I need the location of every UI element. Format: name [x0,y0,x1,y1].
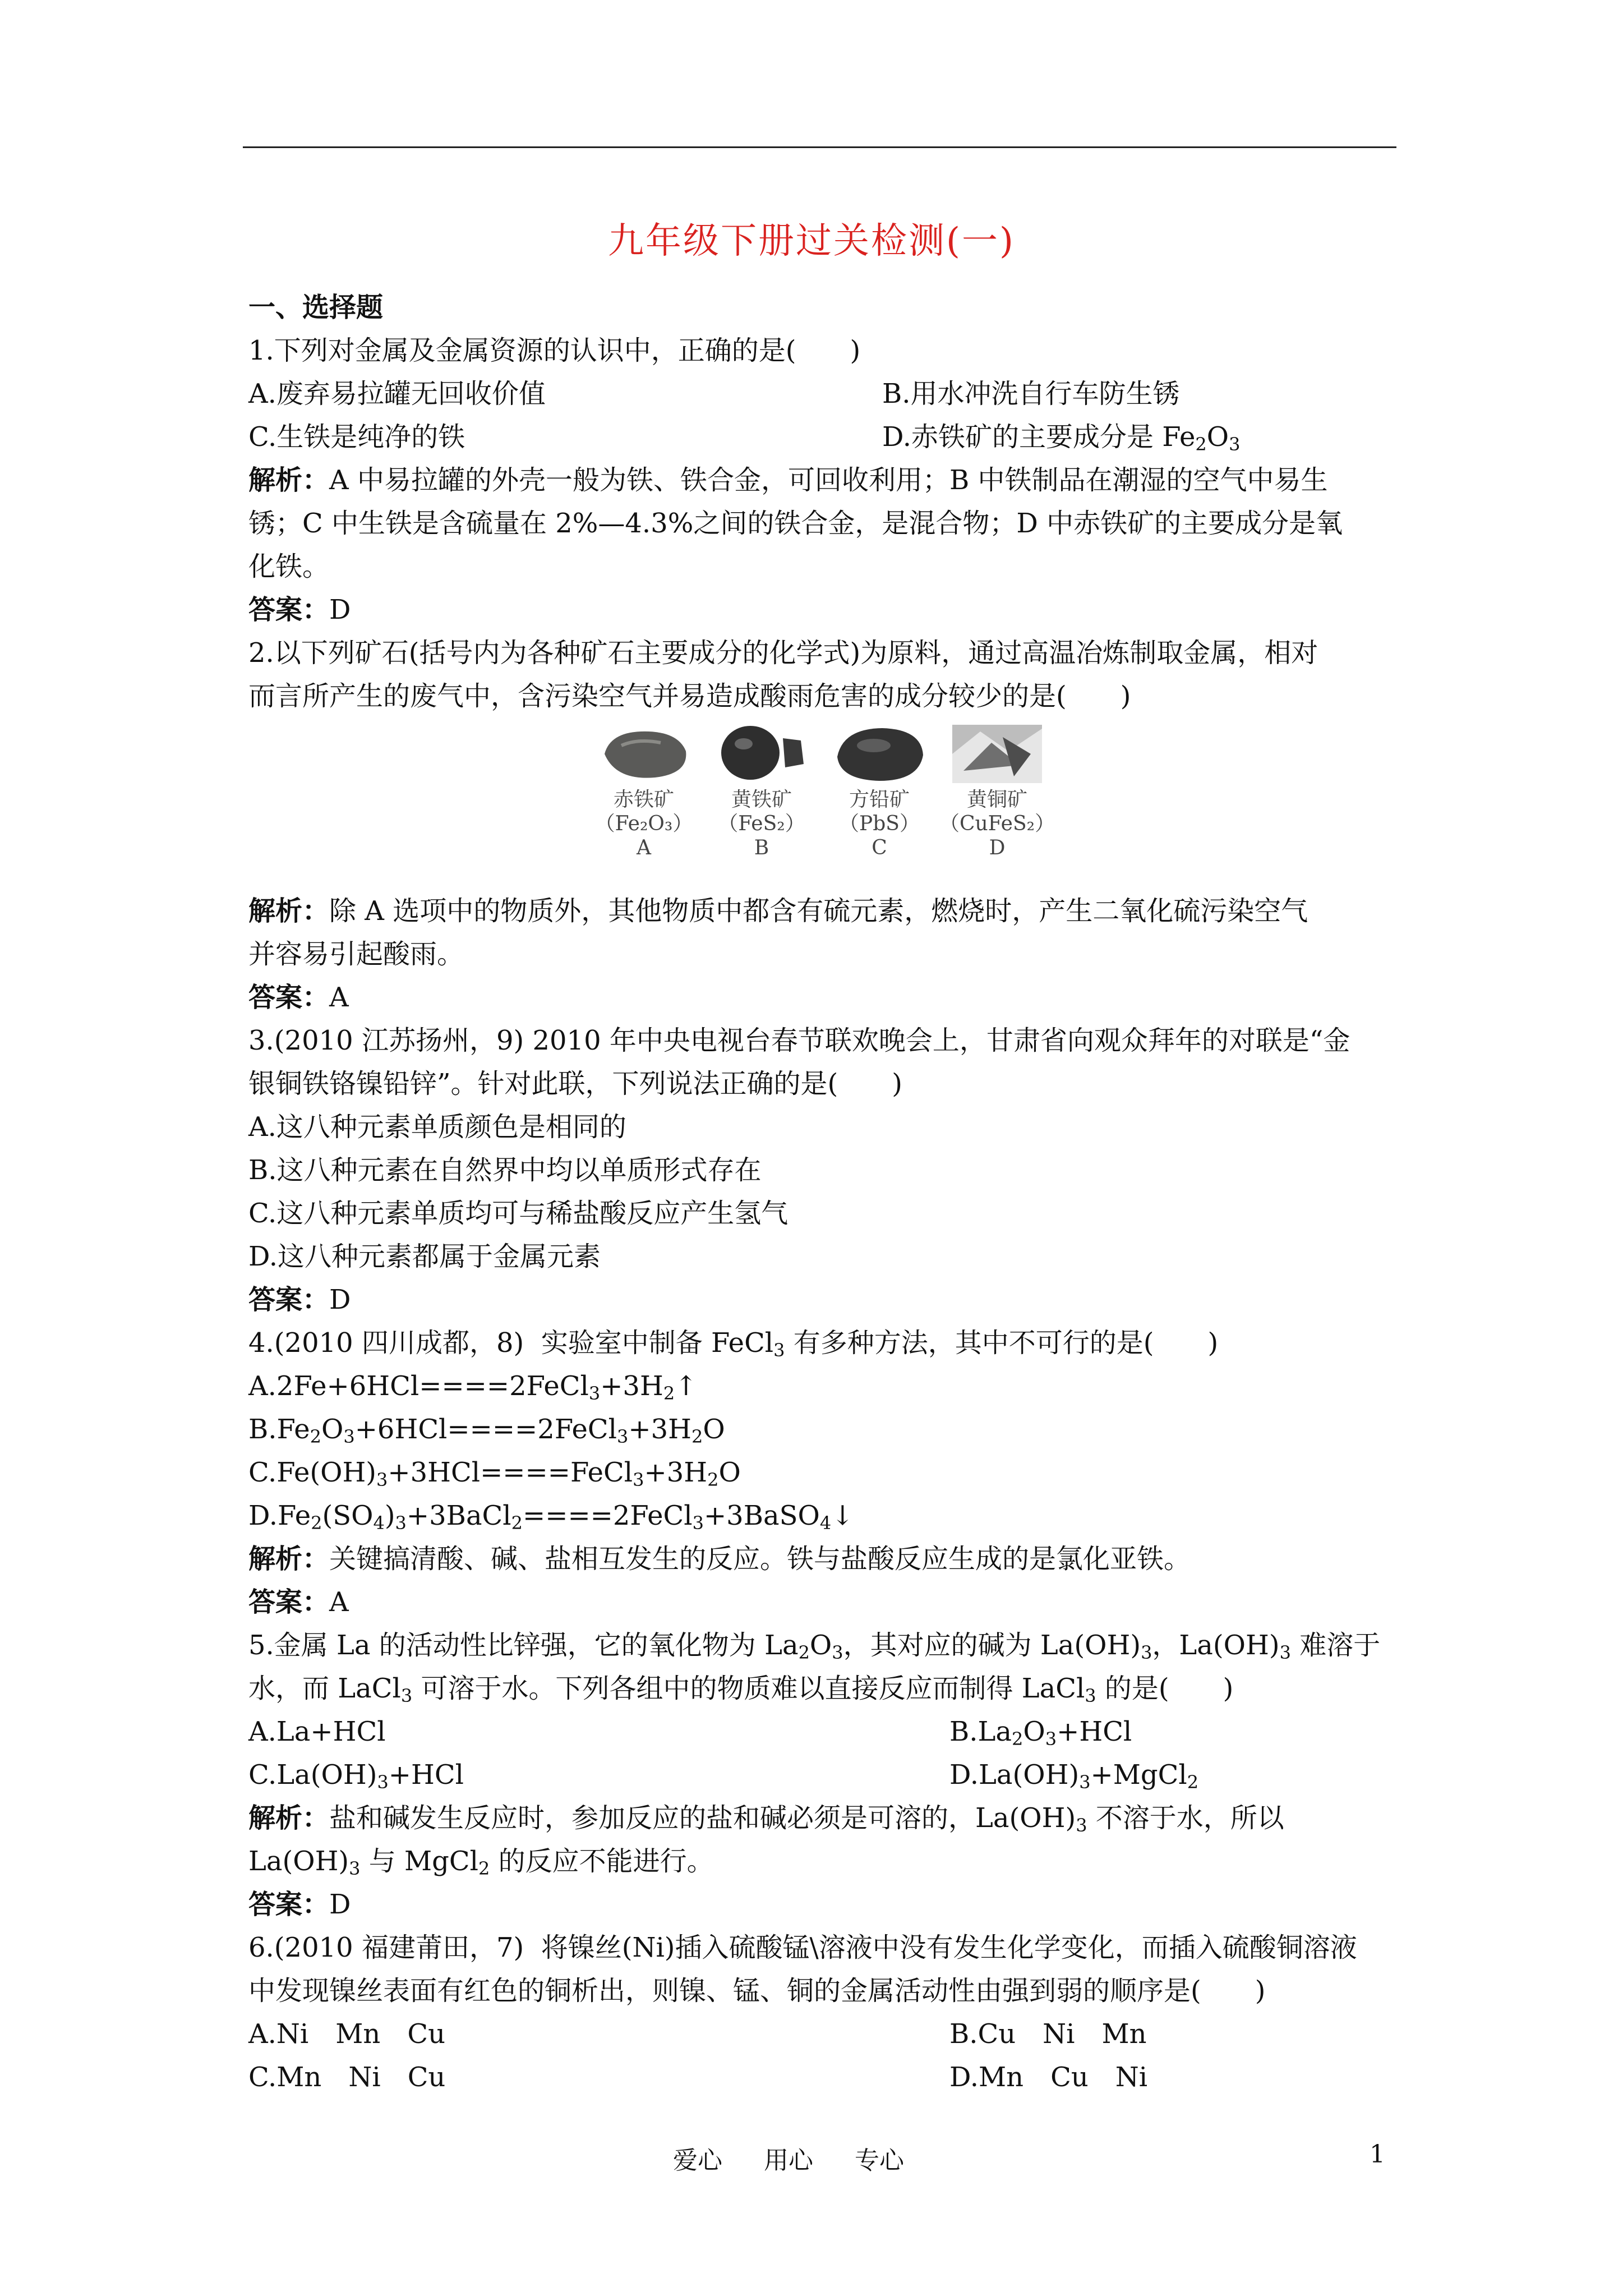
page-title: 九年级下册过关检测(一) [608,220,1015,262]
q1-options-row2 [248,416,1393,459]
q5-analysis: 解析：盐和碱发生反应时，参加反应的盐和碱必须是可溶的，$La(OH)_3$ 不溶于水，所以 [248,1802,1284,1836]
page-number: 1 [1370,2140,1385,2169]
q6-option-b: B.Cu Ni Mn [949,2018,1147,2050]
q2-stem: 2.以下列矿石(括号内为各种矿石主要成分的化学式)为原料，通过高温冶炼制取金属，相对 [248,637,1318,669]
pyrite-image [711,720,812,788]
q4-option-d: $D.Fe_2(SO_4)_3+3BaCl_2====2FeCl_3+3BaSO_4↓$ [248,1500,854,1534]
q6-stem: 6.(2010 福建莆田，7) 将镍丝(Ni)插入硫酸锰\溶液中没有发生化学变化，而插入硫酸铜溶液 [248,1932,1357,1963]
q5-option-a: A.La+HCl [248,1716,386,1747]
q2-analysis-cont: 并容易引起酸雨。 [248,938,464,970]
q3-option-d: D.这八种元素都属于金属元素 [248,1241,601,1272]
q4-stem: 4.(2010 四川成都，8) 实验室中制备 FeCl$_3$ 有多种方法，其中不可行的是( ) [248,1327,1219,1361]
section-heading: 一、选择题 [248,292,384,323]
q4-option-a: $A.2Fe+6HCl====2FeCl_3+3H_2↑$ [248,1370,698,1404]
q6-option-c: C.Mn Ni Cu [248,2062,446,2093]
header-rule [243,146,1396,148]
q5-option-c: $C.La(OH)_3+HCl$ [248,1759,464,1793]
q1-option-d: D.赤铁矿的主要成分是 $Fe_2O_3$ [882,421,1241,455]
chalcopyrite-image [947,720,1048,788]
ore-b-image: 黄铁矿 （FeS₂） B [711,720,812,889]
q5-answer: 答案：D [248,1889,351,1920]
q1-analysis-cont: 锈；C 中生铁是含硫量在 2%—4.3%之间的铁合金，是混合物；D 中赤铁矿的主要成分是氧 [248,508,1343,539]
hematite-image [593,720,694,788]
q1-stem: 1.下列对金属及金属资源的认识中，正确的是( ) [248,335,861,366]
q2-analysis: 解析：除 A 选项中的物质外，其他物质中都含有硫元素，燃烧时，产生二氧化硫污染空气 [248,895,1308,927]
q5-options-row2 [248,1754,1393,1797]
q3-answer: 答案：D [248,1284,351,1315]
ore-c-image: 方铅矿 （PbS） C [829,720,930,889]
galena-image [829,720,930,788]
q3-stem-cont: 银铜铁铬镍铅锌”。针对此联，下列说法正确的是( ) [248,1068,902,1099]
q1-option-c: C.生铁是纯净的铁 [248,421,465,453]
q1-analysis: 解析：A 中易拉罐的外壳一般为铁、铁合金，可回收利用；B 中铁制品在潮湿的空气中易生 [248,464,1328,496]
q3-stem: 3.(2010 江苏扬州，9) 2010 年中央电视台春节联欢晚会上，甘肃省向观众拜年的对联是“金 [248,1025,1350,1056]
q3-option-a: A.这八种元素单质颜色是相同的 [248,1111,626,1143]
q1-options-row1 [248,372,1393,416]
q1-analysis-cont: 化铁。 [248,551,330,582]
q5-options-row1 [248,1710,1393,1754]
q6-option-d: D.Mn Cu Ni [949,2062,1148,2093]
q4-analysis: 解析：关键搞清酸、碱、盐相互发生的反应。铁与盐酸反应生成的是氯化亚铁。 [248,1543,1191,1575]
q4-option-b: $B.Fe_2O_3+6HCl====2FeCl_3+3H_2O$ [248,1414,725,1447]
ore-a-image: 赤铁矿 （Fe₂O₃） A [593,720,694,889]
q2-answer: 答案：A [248,982,349,1013]
q2-stem-cont: 而言所产生的废气中，含污染空气并易造成酸雨危害的成分较少的是( ) [248,680,1131,712]
q6-option-a: A.Ni Mn Cu [248,2018,445,2050]
footer-slogan: 爱心 用心 专心 [673,2146,904,2175]
q5-option-d: $D.La(OH)_3+MgCl_2$ [949,1759,1199,1793]
q6-stem-cont: 中发现镍丝表面有红色的铜析出，则镍、锰、铜的金属活动性由强到弱的顺序是( ) [248,1975,1266,2007]
q4-option-c: $C.Fe(OH)_3+3HCl====FeCl_3+3H_2O$ [248,1457,741,1490]
q6-options-row1 [248,2013,1393,2056]
q5-option-b: $B.La_2O_3+HCl$ [949,1716,1132,1750]
q3-option-c: C.这八种元素单质均可与稀盐酸反应产生氢气 [248,1198,789,1229]
ore-d-image: 黄铜矿 （CuFeS₂） D [947,720,1048,889]
q1-option-a: A.废弃易拉罐无回收价值 [248,378,546,409]
q1-option-b: B.用水冲洗自行车防生锈 [882,378,1180,409]
q5-analysis-cont: $La(OH)_3$ 与 MgCl$_2$ 的反应不能进行。 [248,1846,714,1879]
q4-answer: 答案：A [248,1586,349,1618]
q3-option-b: B.这八种元素在自然界中均以单质形式存在 [248,1154,762,1186]
q5-stem: 5.金属 La 的活动性比锌强，它的氧化物为 $La_2O_3$，其对应的碱为 $La(OH)_3$，$La(OH)_3$ 难溶于 [248,1630,1381,1663]
q1-answer: 答案：D [248,594,351,625]
q5-stem-cont: 水，而 LaCl$_3$ 可溶于水。下列各组中的物质难以直接反应而制得 LaCl$_3$ 的是( ) [248,1673,1234,1706]
q6-options-row2 [248,2056,1393,2099]
ore-figure [248,720,1393,889]
document-body [248,286,1393,2099]
